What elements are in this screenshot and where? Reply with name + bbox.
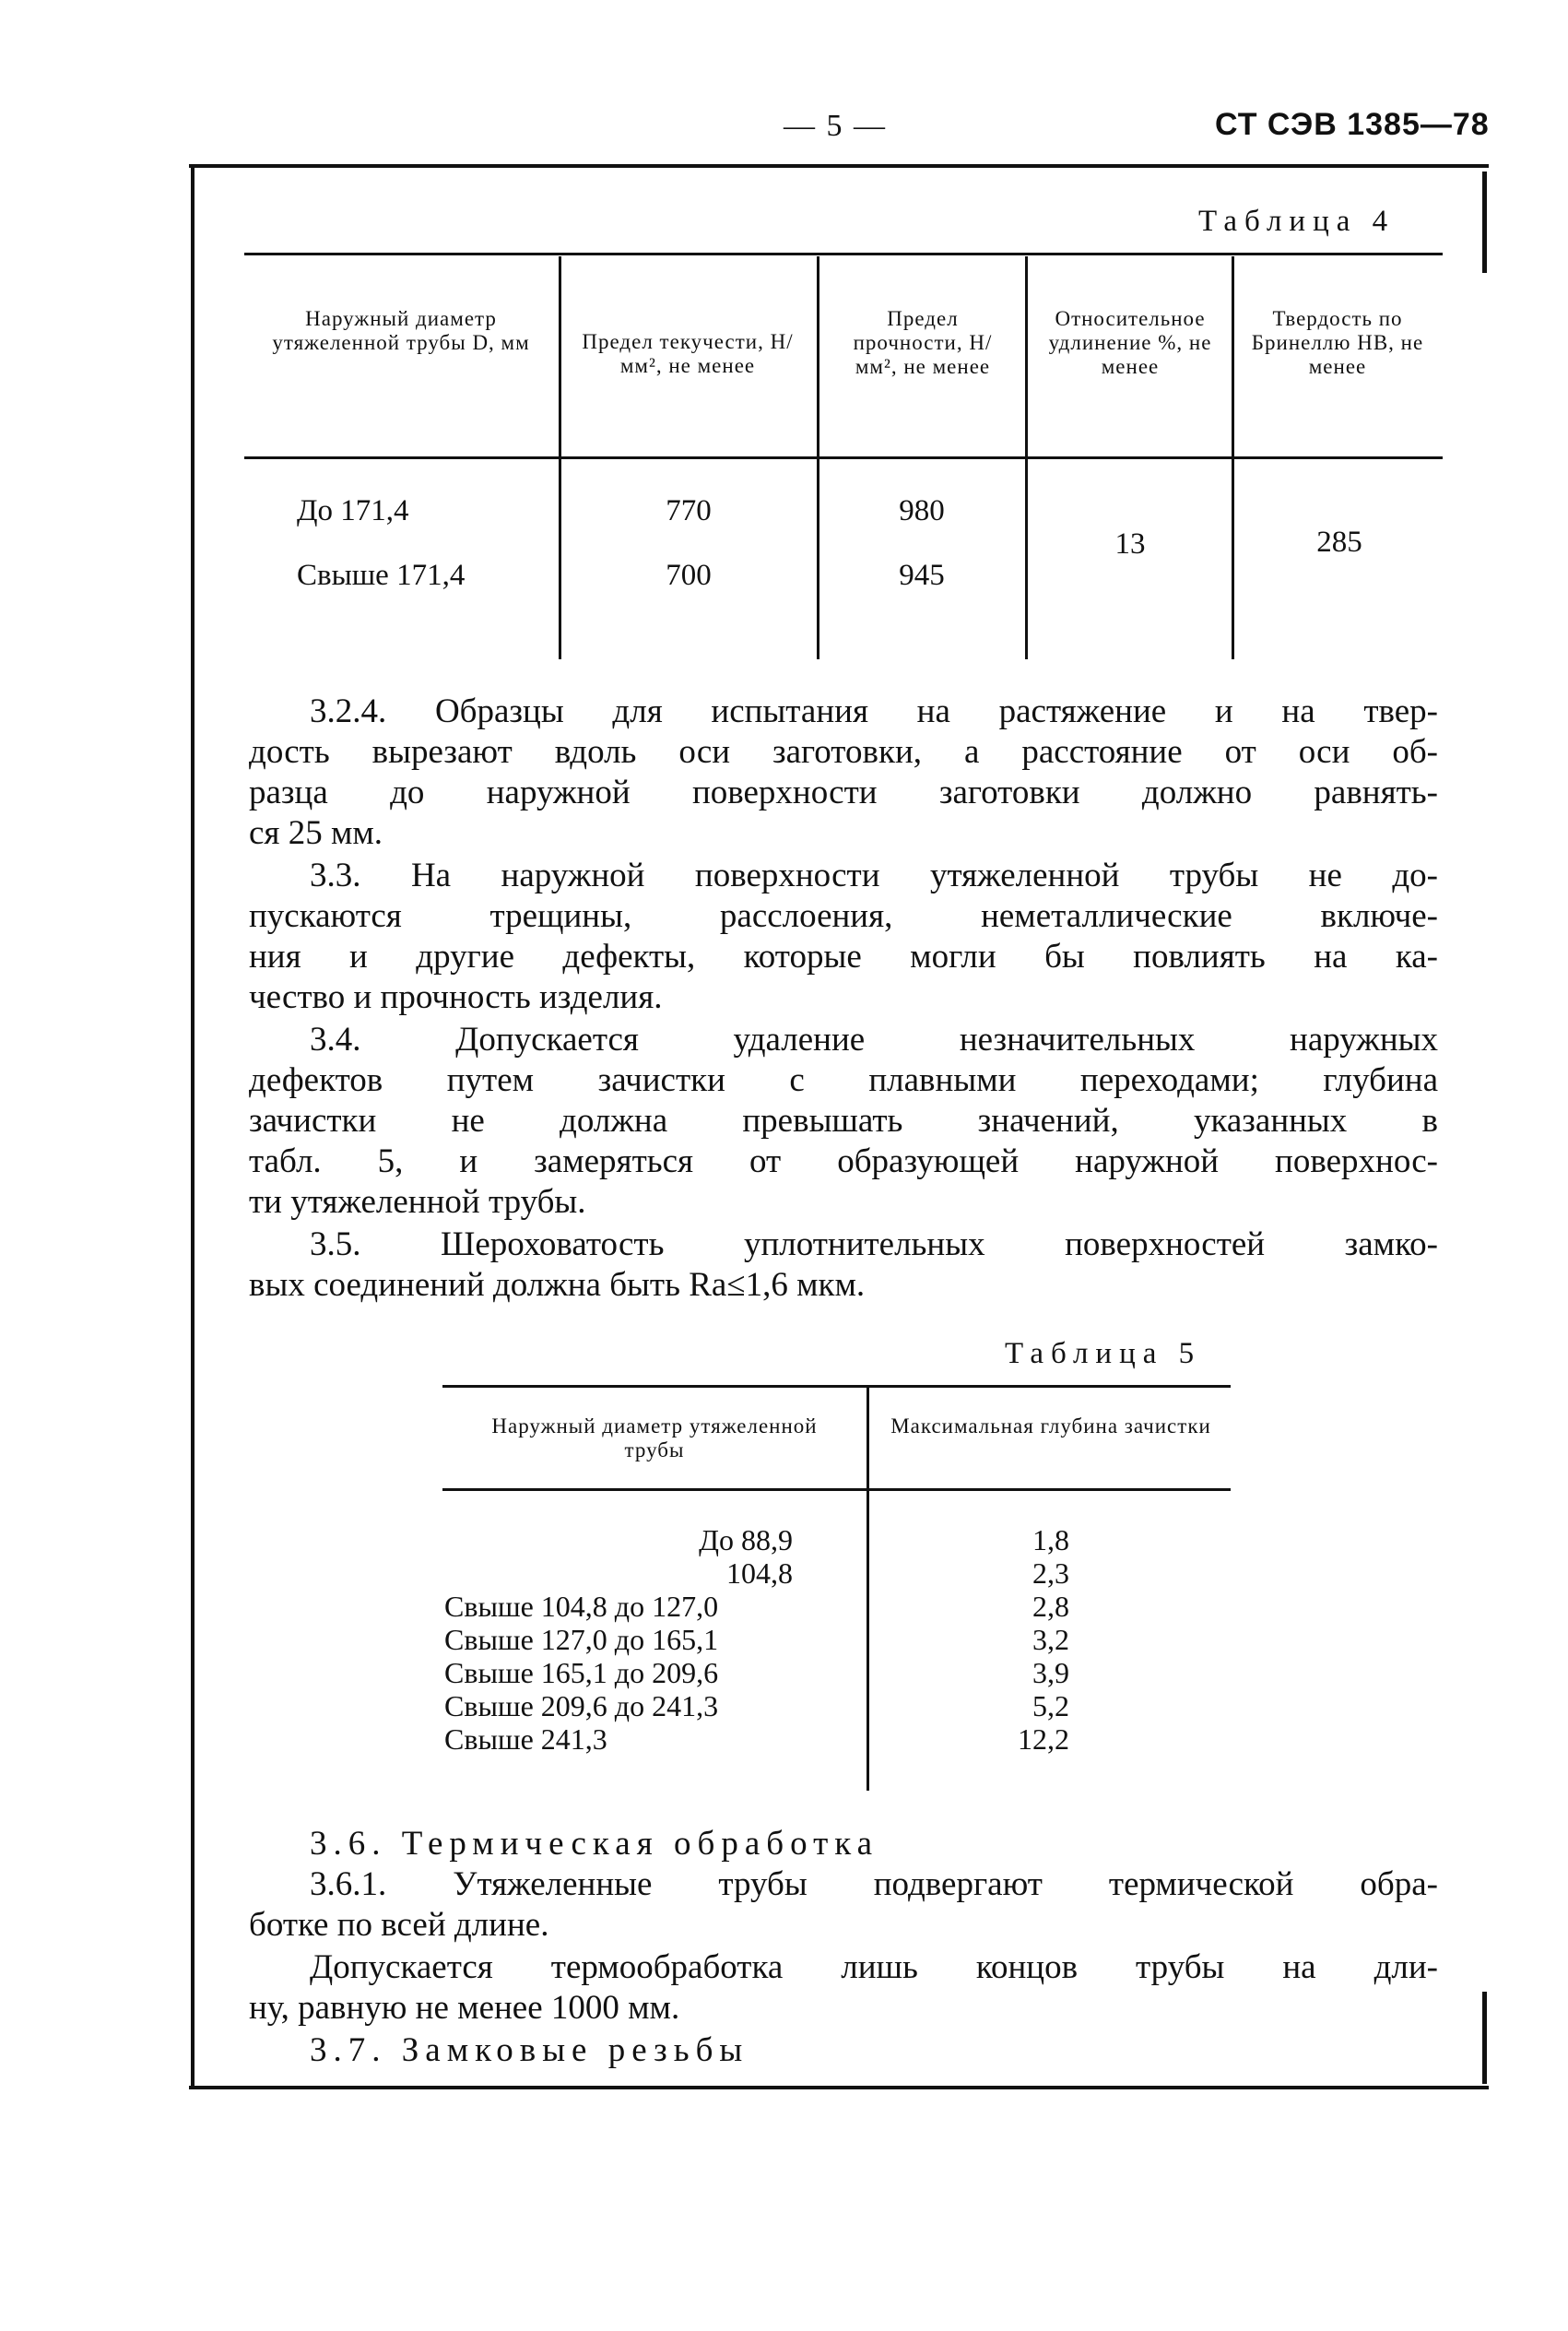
- paragraph-3-3: [249, 856, 1438, 1018]
- text-line: ти утяжеленной трубы.: [249, 1183, 586, 1221]
- text-line: ну, равную не менее 1000 мм.: [249, 1989, 680, 2027]
- paragraph-3-6-1: [249, 1864, 1438, 1946]
- table-5-col-divider: [867, 1388, 869, 1791]
- table-4-col-divider: [559, 256, 561, 659]
- table-4-header-rule: [244, 456, 1443, 459]
- table-5-row-diameter: Свыше 127,0 до 165,1: [444, 1623, 719, 1656]
- text-line: дефектов путем зачистки с плавными переходами; глубина: [249, 1061, 1438, 1099]
- heading-3-7: 3.7. Замковые резьбы: [310, 2031, 749, 2069]
- table-4-top-rule: [244, 253, 1443, 255]
- table-4-row-yield: 700: [666, 559, 712, 592]
- text-line: 3.2.4. Образцы для испытания на растяжение и на твер-: [310, 692, 1438, 730]
- paragraph-3-6-1-note: [249, 1947, 1438, 2029]
- frame-top-rule: [189, 164, 1489, 168]
- table-5-row-diameter: 104,8: [726, 1556, 793, 1590]
- text-line: чество и прочность изделия.: [249, 978, 663, 1016]
- table-4-row-diameter: До 171,4: [297, 494, 409, 527]
- paragraph-3-4: [249, 1020, 1438, 1223]
- page-number: — 5 —: [784, 109, 887, 143]
- table-4-header-diameter: Наружный диаметр утяжеленной трубы D, мм: [272, 307, 530, 354]
- table-5-row-depth: 12,2: [1018, 1722, 1069, 1756]
- table-5-row-diameter: До 88,9: [699, 1523, 793, 1556]
- heading-3-6: 3.6. Термическая обработка: [310, 1825, 879, 1863]
- table-4-row-diameter: Свыше 171,4: [297, 559, 466, 592]
- text-line: пускаются трещины, расслоения, неметаллические включе-: [249, 897, 1438, 935]
- table-4-row-yield: 770: [666, 494, 712, 527]
- text-line: 3.6.1. Утяжеленные трубы подвергают термической обра-: [310, 1865, 1438, 1903]
- frame-right-rule-lower: [1482, 1992, 1487, 2084]
- table-4-header-yield: Предел текучести, Н/мм², не менее: [582, 330, 794, 377]
- text-line: 3.3. На наружной поверхности утяжеленной трубы не до-: [310, 857, 1438, 894]
- table-4-header-strength: Предел прочности, Н/мм², не менее: [853, 307, 993, 378]
- table-4-col-divider: [817, 256, 819, 659]
- table-5-caption: Таблица 5: [1005, 1337, 1202, 1370]
- table-5-top-rule: [442, 1385, 1231, 1388]
- table-5-row-depth: 3,2: [1032, 1623, 1069, 1656]
- table-5-row-depth: 3,9: [1032, 1656, 1069, 1689]
- table-4-row-strength: 945: [899, 559, 945, 592]
- table-4-row-strength: 980: [899, 494, 945, 527]
- table-5-header-rule: [442, 1488, 1231, 1491]
- text-line: ботке по всей длине.: [249, 1906, 549, 1944]
- text-line: ся 25 мм.: [249, 814, 383, 852]
- frame-left-rule: [191, 166, 195, 2088]
- text-line: табл. 5, и замеряться от образующей наружной поверхнос-: [249, 1142, 1438, 1180]
- text-line: зачистки не должна превышать значений, указанных в: [249, 1102, 1438, 1140]
- text-line: разца до наружной поверхности заготовки должно равнять-: [249, 774, 1438, 811]
- table-5-header-diameter: Наружный диаметр утяжеленной трубы: [491, 1414, 818, 1461]
- frame-right-rule: [1482, 172, 1487, 273]
- table-4-header-elongation: Относительное удлинение %, не менее: [1048, 307, 1212, 378]
- table-5-header-depth: Максимальная глубина зачистки: [890, 1414, 1211, 1438]
- table-5-row-diameter: Свыше 241,3: [444, 1722, 607, 1756]
- table-4-header-hardness: Твердость по Бринеллю НВ, не менее: [1251, 307, 1424, 378]
- table-5-row-depth: 2,3: [1032, 1556, 1069, 1590]
- text-line: 3.5. Шероховатость уплотнительных поверхностей замко-: [310, 1225, 1438, 1263]
- standard-code: СТ СЭВ 1385—78: [1215, 107, 1490, 142]
- table-4-elongation-value: 13: [1114, 527, 1146, 561]
- text-line: дость вырезают вдоль оси заготовки, а расстояние от оси об-: [249, 733, 1438, 771]
- table-5-row-depth: 5,2: [1032, 1689, 1069, 1722]
- table-4-col-divider: [1025, 256, 1028, 659]
- paragraph-3-2-4: [249, 692, 1438, 854]
- paragraph-3-5: [249, 1225, 1438, 1306]
- table-5-row-depth: 1,8: [1032, 1523, 1069, 1556]
- text-line: вых соединений должна быть Ra≤1,6 мкм.: [249, 1266, 866, 1304]
- text-line: 3.4. Допускается удаление незначительных наружных: [310, 1021, 1438, 1059]
- table-4-col-divider: [1232, 256, 1234, 659]
- text-line: ния и другие дефекты, которые могли бы повлиять на ка-: [249, 938, 1438, 976]
- table-5-row-depth: 2,8: [1032, 1590, 1069, 1623]
- frame-bottom-rule: [189, 2086, 1489, 2089]
- table-4-caption: Таблица 4: [1198, 205, 1396, 238]
- table-5-row-diameter: Свыше 209,6 до 241,3: [444, 1689, 719, 1722]
- text-line: Допускается термообработка лишь концов трубы на дли-: [310, 1948, 1438, 1986]
- table-4-hardness-value: 285: [1316, 526, 1362, 559]
- table-5-row-diameter: Свыше 165,1 до 209,6: [444, 1656, 719, 1689]
- table-5-row-diameter: Свыше 104,8 до 127,0: [444, 1590, 719, 1623]
